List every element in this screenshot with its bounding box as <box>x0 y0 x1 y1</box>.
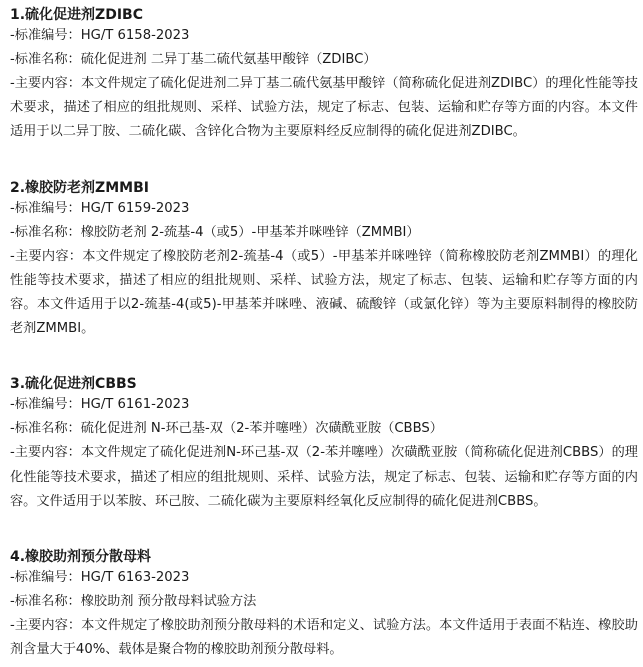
section-spacer <box>10 514 638 542</box>
standard-name: -标准名称：橡胶防老剂 2-巯基-4（或5）-甲基苯并咪唑锌（ZMMBI） <box>10 224 420 240</box>
section-title: 4.橡胶助剂预分散母料 <box>10 549 152 566</box>
standard-content: -主要内容：本文件规定了橡胶防老剂2-巯基-4（或5）-甲基苯并咪唑锌（简称橡胶防老剂ZMMBI）的理化性能等技术要求，描述了相应的组批规则、采样、试验方法，规定了标志、包装、运输和贮存等方面的内容。本文件适用于以2-巯基-4(或5)-甲基苯并咪唑、液碱、硫酸锌（或氯化锌）等为主要原料制得的橡胶防老剂ZMMBI。 <box>10 248 638 337</box>
standard-number: -标准编号：HG/T 6163-2023 <box>10 570 190 586</box>
standard-section-4 <box>10 542 638 662</box>
document-body <box>10 0 638 662</box>
standard-section-3 <box>10 369 638 514</box>
standard-section-2 <box>10 173 638 342</box>
section-title: 2.橡胶防老剂ZMMBI <box>10 179 149 196</box>
standard-name: -标准名称：橡胶助剂 预分散母料试验方法 <box>10 594 257 610</box>
standard-content: -主要内容：本文件规定了硫化促进剂二异丁基二硫代氨基甲酸锌（简称硫化促进剂ZDIBC）的理化性能等技术要求，描述了相应的组批规则、采样、试验方法，规定了标志、包装、运输和贮存等方面的内容。本文件适用于以二异丁胺、二硫化碳、含锌化合物为主要原料经反应制得的硫化促进剂ZDIBC。 <box>10 76 638 140</box>
standard-content: -主要内容：本文件规定了硫化促进剂N-环己基-双（2-苯并噻唑）次磺酰亚胺（简称硫化促进剂CBBS）的理化性能等技术要求，描述了相应的组批规则、采样、试验方法，规定了标志、包装、运输和贮存等方面的内容。文件适用于以苯胺、环己胺、二硫化碳为主要原料经氧化反应制得的硫化促进剂CBBS。 <box>10 445 638 509</box>
standard-number: -标准编号：HG/T 6161-2023 <box>10 397 190 413</box>
standard-number: -标准编号：HG/T 6159-2023 <box>10 200 190 216</box>
standard-name: -标准名称：硫化促进剂 二异丁基二硫代氨基甲酸锌（ZDIBC） <box>10 52 377 67</box>
section-spacer <box>10 341 638 369</box>
section-title: 1.硫化促进剂ZDIBC <box>10 7 143 23</box>
section-title: 3.硫化促进剂CBBS <box>10 376 137 393</box>
standard-section-1 <box>10 0 638 145</box>
standard-content: -主要内容：本文件规定了橡胶助剂预分散母料的术语和定义、试验方法。本文件适用于表面不粘连、橡胶助剂含量大于40%、载体是聚合物的橡胶助剂预分散母料。 <box>10 618 638 658</box>
section-spacer <box>10 145 638 173</box>
standard-number: -标准编号：HG/T 6158-2023 <box>10 28 190 43</box>
standard-name: -标准名称：硫化促进剂 N-环己基-双（2-苯并噻唑）次磺酰亚胺（CBBS） <box>10 421 443 437</box>
